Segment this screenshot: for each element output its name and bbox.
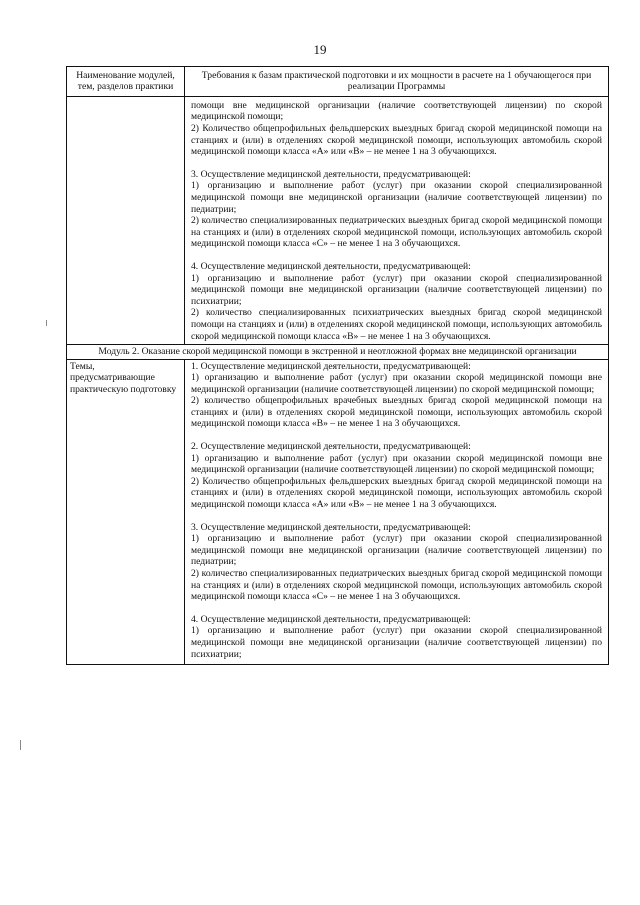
header-col-requirements: Требования к базам практической подготовки и их мощности в расчете на 1 обучающегося при реализации Программы <box>185 67 609 97</box>
module-title: Модуль 2. Оказание скорой медицинской помощи в экстренной и неотложной формах вне медицинской организации <box>67 345 609 359</box>
requirement-paragraph: 4. Осуществление медицинской деятельности, предусматривающей: <box>191 260 471 272</box>
requirement-block <box>191 261 602 342</box>
requirement-paragraph: 2) количество специализированных педиатрических выездных бригад скорой медицинской помощи на станциях и (или) в отделениях скорой медицинской помощи, использующих автомобиль скорой медицинской помощи класса «С» – не менее 1 на 3 обучающихся. <box>191 215 602 250</box>
requirement-paragraph: 3. Осуществление медицинской деятельности, предусматривающей: <box>191 168 471 180</box>
requirement-paragraph: 1) организацию и выполнение работ (услуг) при оказании скорой медицинской помощи вне медицинской организации (наличие соответствующей лицензии) по скорой медицинской помощи; <box>191 372 602 395</box>
requirement-paragraph: помощи вне медицинской организации (наличие соответствующей лицензии) по скорой медицинской помощи; <box>191 99 602 123</box>
requirement-paragraph: 2) Количество общепрофильных фельдшерских выездных бригад скорой медицинской помощи на станциях и (или) в отделениях скорой медицинской помощи, использующих автомобиль скорой медицинской помощи класса «А» или «В» – не менее 1 на 3 обучающихся. <box>191 475 602 511</box>
continued-requirements-cell <box>185 96 609 344</box>
requirement-block <box>191 169 602 250</box>
requirement-paragraph: 1) организацию и выполнение работ (услуг) при оказании скорой специализированной медицинской помощи вне медицинской организации (наличие соответствующей лицензии) по педиатрии; <box>191 180 602 215</box>
table-header-row <box>67 67 609 97</box>
header-col-modules: Наименование модулей, тем, разделов практики <box>67 67 185 97</box>
page-number: 19 <box>313 42 327 57</box>
module-title-row <box>67 345 609 359</box>
requirement-block <box>191 614 602 660</box>
requirement-paragraph: 2. Осуществление медицинской деятельности, предусматривающей: <box>191 441 471 453</box>
requirement-paragraph: 2) количество специализированных педиатрических выездных бригад скорой медицинской помощи на станциях и (или) в отделениях скорой медицинской помощи, использующих автомобиль скорой медицинской помощи класса «С» – не менее 1 на 3 обучающихся. <box>191 568 602 603</box>
continued-left-cell <box>67 96 185 344</box>
requirement-paragraph: 3. Осуществление медицинской деятельности, предусматривающей: <box>191 521 471 533</box>
requirement-paragraph: 1) организацию и выполнение работ (услуг) при оказании скорой специализированной медицинской помощи вне медицинской организации (наличие соответствующей лицензии) по психиатрии; <box>191 625 602 660</box>
requirement-paragraph: 1) организацию и выполнение работ (услуг) при оказании скорой специализированной медицинской помощи вне медицинской организации (наличие соответствующей лицензии) по педиатрии; <box>191 533 602 568</box>
module-content-row <box>67 359 609 665</box>
module-requirements-cell <box>185 359 609 665</box>
scan-mark <box>46 320 47 326</box>
requirement-paragraph: 1. Осуществление медицинской деятельности, предусматривающей: <box>191 360 471 372</box>
requirement-block <box>191 441 602 511</box>
requirement-paragraph: 2) количество общепрофильных врачебных выездных бригад скорой медицинской помощи на станциях и (или) в отделениях скорой медицинской помощи, использующих автомобиль скорой медицинской помощи класса «В» – не менее 1 на 3 обучающихся. <box>191 395 602 430</box>
requirement-paragraph: 4. Осуществление медицинской деятельности, предусматривающей: <box>191 613 471 625</box>
requirement-block <box>191 522 602 603</box>
topics-label: Темы, предусматривающие практическую подготовку <box>67 359 185 665</box>
requirement-block <box>191 361 602 431</box>
scan-mark <box>20 740 21 750</box>
requirement-paragraph: 2) Количество общепрофильных фельдшерских выездных бригад скорой медицинской помощи на станциях и (или) в отделениях скорой медицинской помощи, использующих автомобиль скорой медицинской помощи класса «А» или «В» – не менее 1 на 3 обучающихся. <box>191 123 602 158</box>
requirement-paragraph: 1) организацию и выполнение работ (услуг) при оказании скорой специализированной медицинской помощи вне медицинской организации (наличие соответствующей лицензии) по психиатрии; <box>191 272 602 307</box>
requirement-block <box>191 100 602 158</box>
requirement-paragraph: 1) организацию и выполнение работ (услуг) при оказании скорой медицинской помощи вне медицинской организации (наличие соответствующей лицензии) по скорой медицинской помощи; <box>191 452 602 476</box>
requirements-table <box>66 66 609 665</box>
requirement-paragraph: 2) количество специализированных психиатрических выездных бригад скорой медицинской помощи на станциях и (или) в отделениях скорой медицинской помощи, использующих автомобиль скорой медицинской помощи класса «В» – не менее 1 на 3 обучающихся. <box>191 307 602 342</box>
continued-row <box>67 96 609 344</box>
